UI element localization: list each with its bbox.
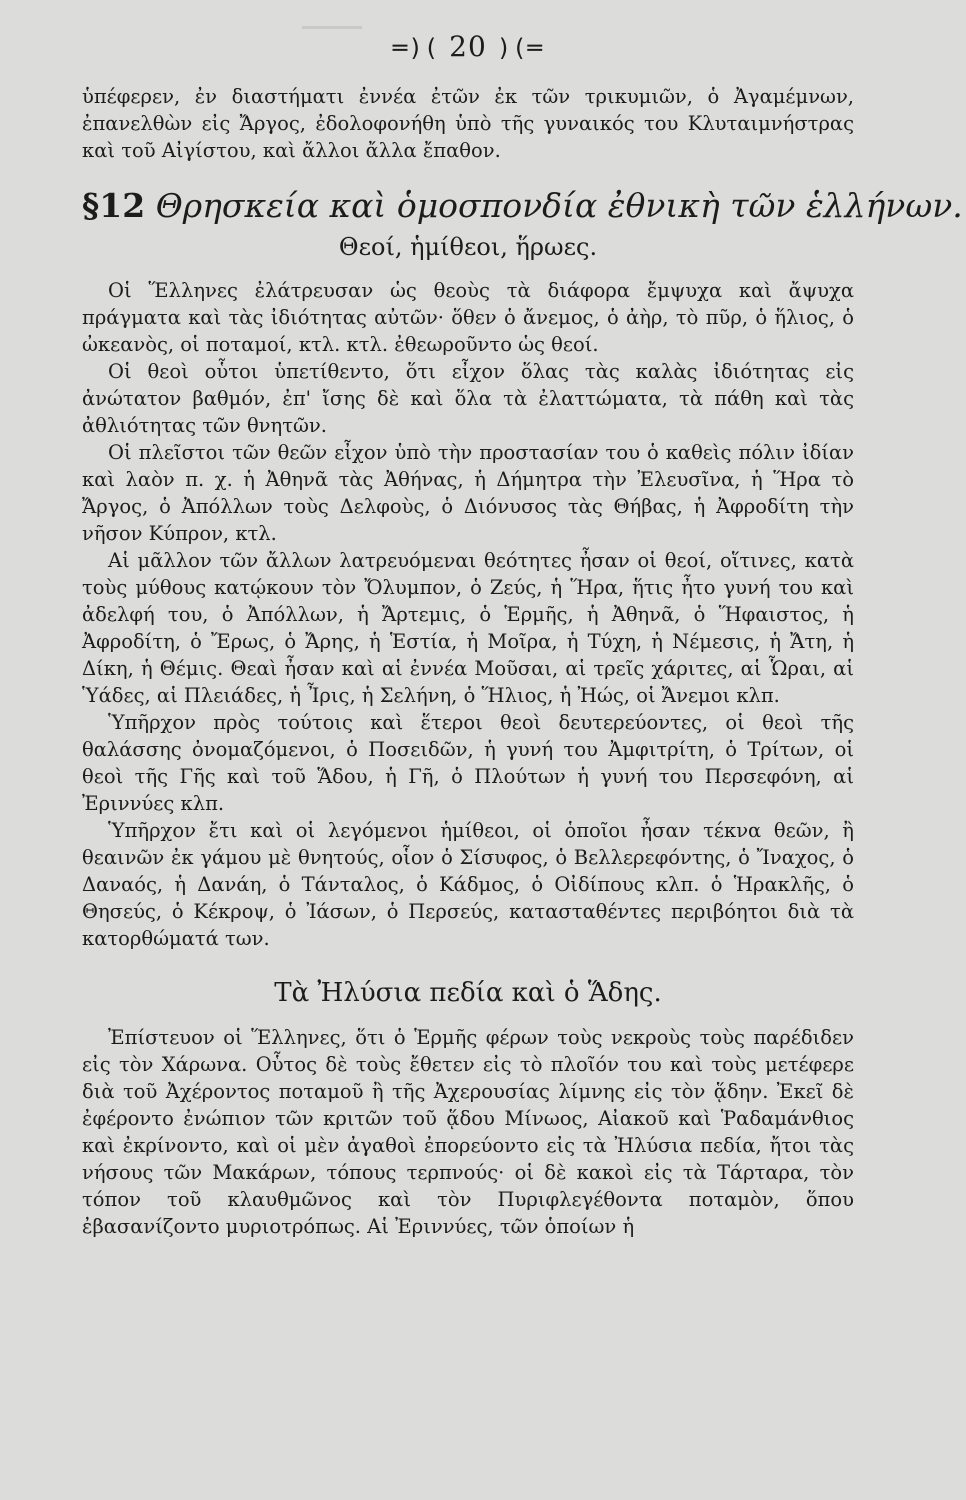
body-paragraph: Ὑπῆρχον πρὸς τούτοις καὶ ἕτεροι θεοὶ δευτερεύοντες, οἱ θεοὶ τῆς θαλάσσης ὀνομαζόμενοι, ὁ Ποσειδῶν, ἡ γυνή του Ἀμφιτρίτη, ὁ Τρίτων, οἱ θεοὶ τῆς Γῆς καὶ τοῦ Ἅδου, ἡ Γῆ, ὁ Πλούτων ἡ γυνή του Περσεφόνη, αἱ Ἐριννύες κλπ. [82, 711, 854, 815]
section-heading [82, 186, 963, 225]
header-ornament-left: ═)( [392, 34, 440, 62]
body-paragraph: Οἱ θεοὶ οὗτοι ὑπετίθεντο, ὅτι εἶχον ὅλας τὰς καλὰς ἰδιότητας εἰς ἀνώτατον βαθμόν, ἐπ' ἴσης δὲ καὶ ὅλα τὰ ἐλαττώματα, τὰ πάθη καὶ τὰς ἀθλιότητας τῶν θνητῶν. [82, 360, 854, 437]
subsection-title: Τὰ Ἠλύσια πεδία καὶ ὁ Ἅδης. [274, 978, 662, 1008]
body-paragraph: Οἱ πλεῖστοι τῶν θεῶν εἶχον ὑπὸ τὴν προστασίαν του ὁ καθεὶς πόλιν ἰδίαν καὶ λαὸν π. χ. ἡ Ἀθηνᾶ τὰς Ἀθήνας, ἡ Δήμητρα τὴν Ἐλευσῖνα, ἡ Ἥρα τὸ Ἄργος, ὁ Ἀπόλλων τοὺς Δελφοὺς, ὁ Διόνυσος τὰς Θήβας, ἡ Ἀφροδίτη τὴν νῆσον Κύπρον, κτλ. [82, 441, 854, 545]
section-title: Θρησκεία καὶ ὁμοσπονδία ἐθνικὴ τῶν ἑλλήνων. [155, 186, 963, 225]
section-number: §12 [82, 186, 146, 225]
section-subtitle: Θεοί, ἡμίθεοι, ἥρωες. [338, 233, 598, 261]
body-paragraph: Οἱ Ἕλληνες ἐλάτρευσαν ὡς θεοὺς τὰ διάφορα ἔμψυχα καὶ ἄψυχα πράγματα καὶ τὰς ἰδιότητας αὐτῶν· ὅθεν ὁ ἄνεμος, ὁ ἀὴρ, τὸ πῦρ, ὁ ἥλιος, ὁ ὠκεανὸς, οἱ ποταμοί, κτλ. κτλ. ἐθεωροῦντο ὡς θεοί. [82, 279, 854, 356]
body-paragraph: Ἐπίστευον οἱ Ἕλληνες, ὅτι ὁ Ἑρμῆς φέρων τοὺς νεκροὺς τοὺς παρέδιδεν εἰς τὸν Χάρωνα. Οὗτος δὲ τοὺς ἔθετεν εἰς τὸ πλοῖόν του καὶ τοὺς μετέφερε διὰ τοῦ Ἀχέροντος ποταμοῦ ἢ τῆς Ἀχερουσίας λίμνης εἰς τὸν ᾅδην. Ἐκεῖ δὲ ἐφέροντο ἐνώπιον τῶν κριτῶν τοῦ ᾅδου Μίνωος, Αἰακοῦ καὶ Ῥαδαμάνθιος καὶ ἐκρίνοντο, καὶ οἱ μὲν ἀγαθοὶ ἐπορεύοντο εἰς τὰ Ἠλύσια πεδία, ἤτοι τὰς νήσους τῶν Μακάρων, τόπους τερπνούς· οἱ δὲ κακοὶ εἰς τὰ Τάρταρα, τὸν τόπον τοῦ κλαυθμῶνος καὶ τὸν Πυριφλεγέθοντα ποταμὸν, ὅπου ἐβασανίζοντο μυριοτρόπως. Αἱ Ἐριννύες, τῶν ὁποίων ἡ [82, 1026, 854, 1238]
continuation-paragraph: ὑπέφερεν, ἐν διαστήματι ἐννέα ἐτῶν ἐκ τῶν τρικυμιῶν, ὁ Ἀγαμέμνων, ἐπανελθὼν εἰς Ἄργος, ἐδολοφονήθη ὑπὸ τῆς γυναικός του Κλυταιμνήστρας καὶ τοῦ Αἰγίστου, καὶ ἄλλοι ἄλλα ἔπαθον. [82, 85, 854, 162]
header-ornament-right: )(═ [496, 34, 544, 62]
page-header [82, 30, 854, 63]
page-number: 20 [449, 30, 487, 63]
body-paragraph: Ὑπῆρχον ἔτι καὶ οἱ λεγόμενοι ἡμίθεοι, οἱ ὁποῖοι ἦσαν τέκνα θεῶν, ἢ θεαινῶν ἐκ γάμου μὲ θνητούς, οἷον ὁ Σίσυφος, ὁ Βελλερεφόντης, ὁ Ἴναχος, ὁ Δαναός, ἡ Δανάη, ὁ Τάνταλος, ὁ Κάδμος, ὁ Οἰδίπους κλπ. ὁ Ἡρακλῆς, ὁ Θησεύς, ὁ Κέκροψ, ὁ Ἰάσων, ὁ Περσεύς, κατασταθέντες περιβόητοι διὰ τὰ κατορθώματά των. [82, 819, 854, 950]
body-paragraph: Αἱ μᾶλλον τῶν ἄλλων λατρευόμεναι θεότητες ἦσαν οἱ θεοί, οἵτινες, κατὰ τοὺς μύθους κατῴκουν τὸν Ὄλυμπον, ὁ Ζεύς, ἡ Ἥρα, ἥτις ἦτο γυνή του καὶ ἀδελφή του, ὁ Ἀπόλλων, ἡ Ἄρτεμις, ὁ Ἑρμῆς, ἡ Ἀθηνᾶ, ὁ Ἥφαιστος, ἡ Ἀφροδίτη, ὁ Ἔρως, ὁ Ἄρης, ἡ Ἑστία, ἡ Μοῖρα, ἡ Τύχη, ἡ Νέμεσις, ἡ Ἄτη, ἡ Δίκη, ἡ Θέμις. Θεαὶ ἦσαν καὶ αἱ ἐννέα Μοῦσαι, αἱ τρεῖς χάριτες, αἱ Ὧραι, αἱ Ὑάδες, αἱ Πλειάδες, ἡ Ἶρις, ἡ Σελήνη, ὁ Ἥλιος, ἡ Ἠώς, οἱ Ἄνεμοι κλπ. [82, 549, 854, 707]
scan-smudge [302, 26, 362, 29]
